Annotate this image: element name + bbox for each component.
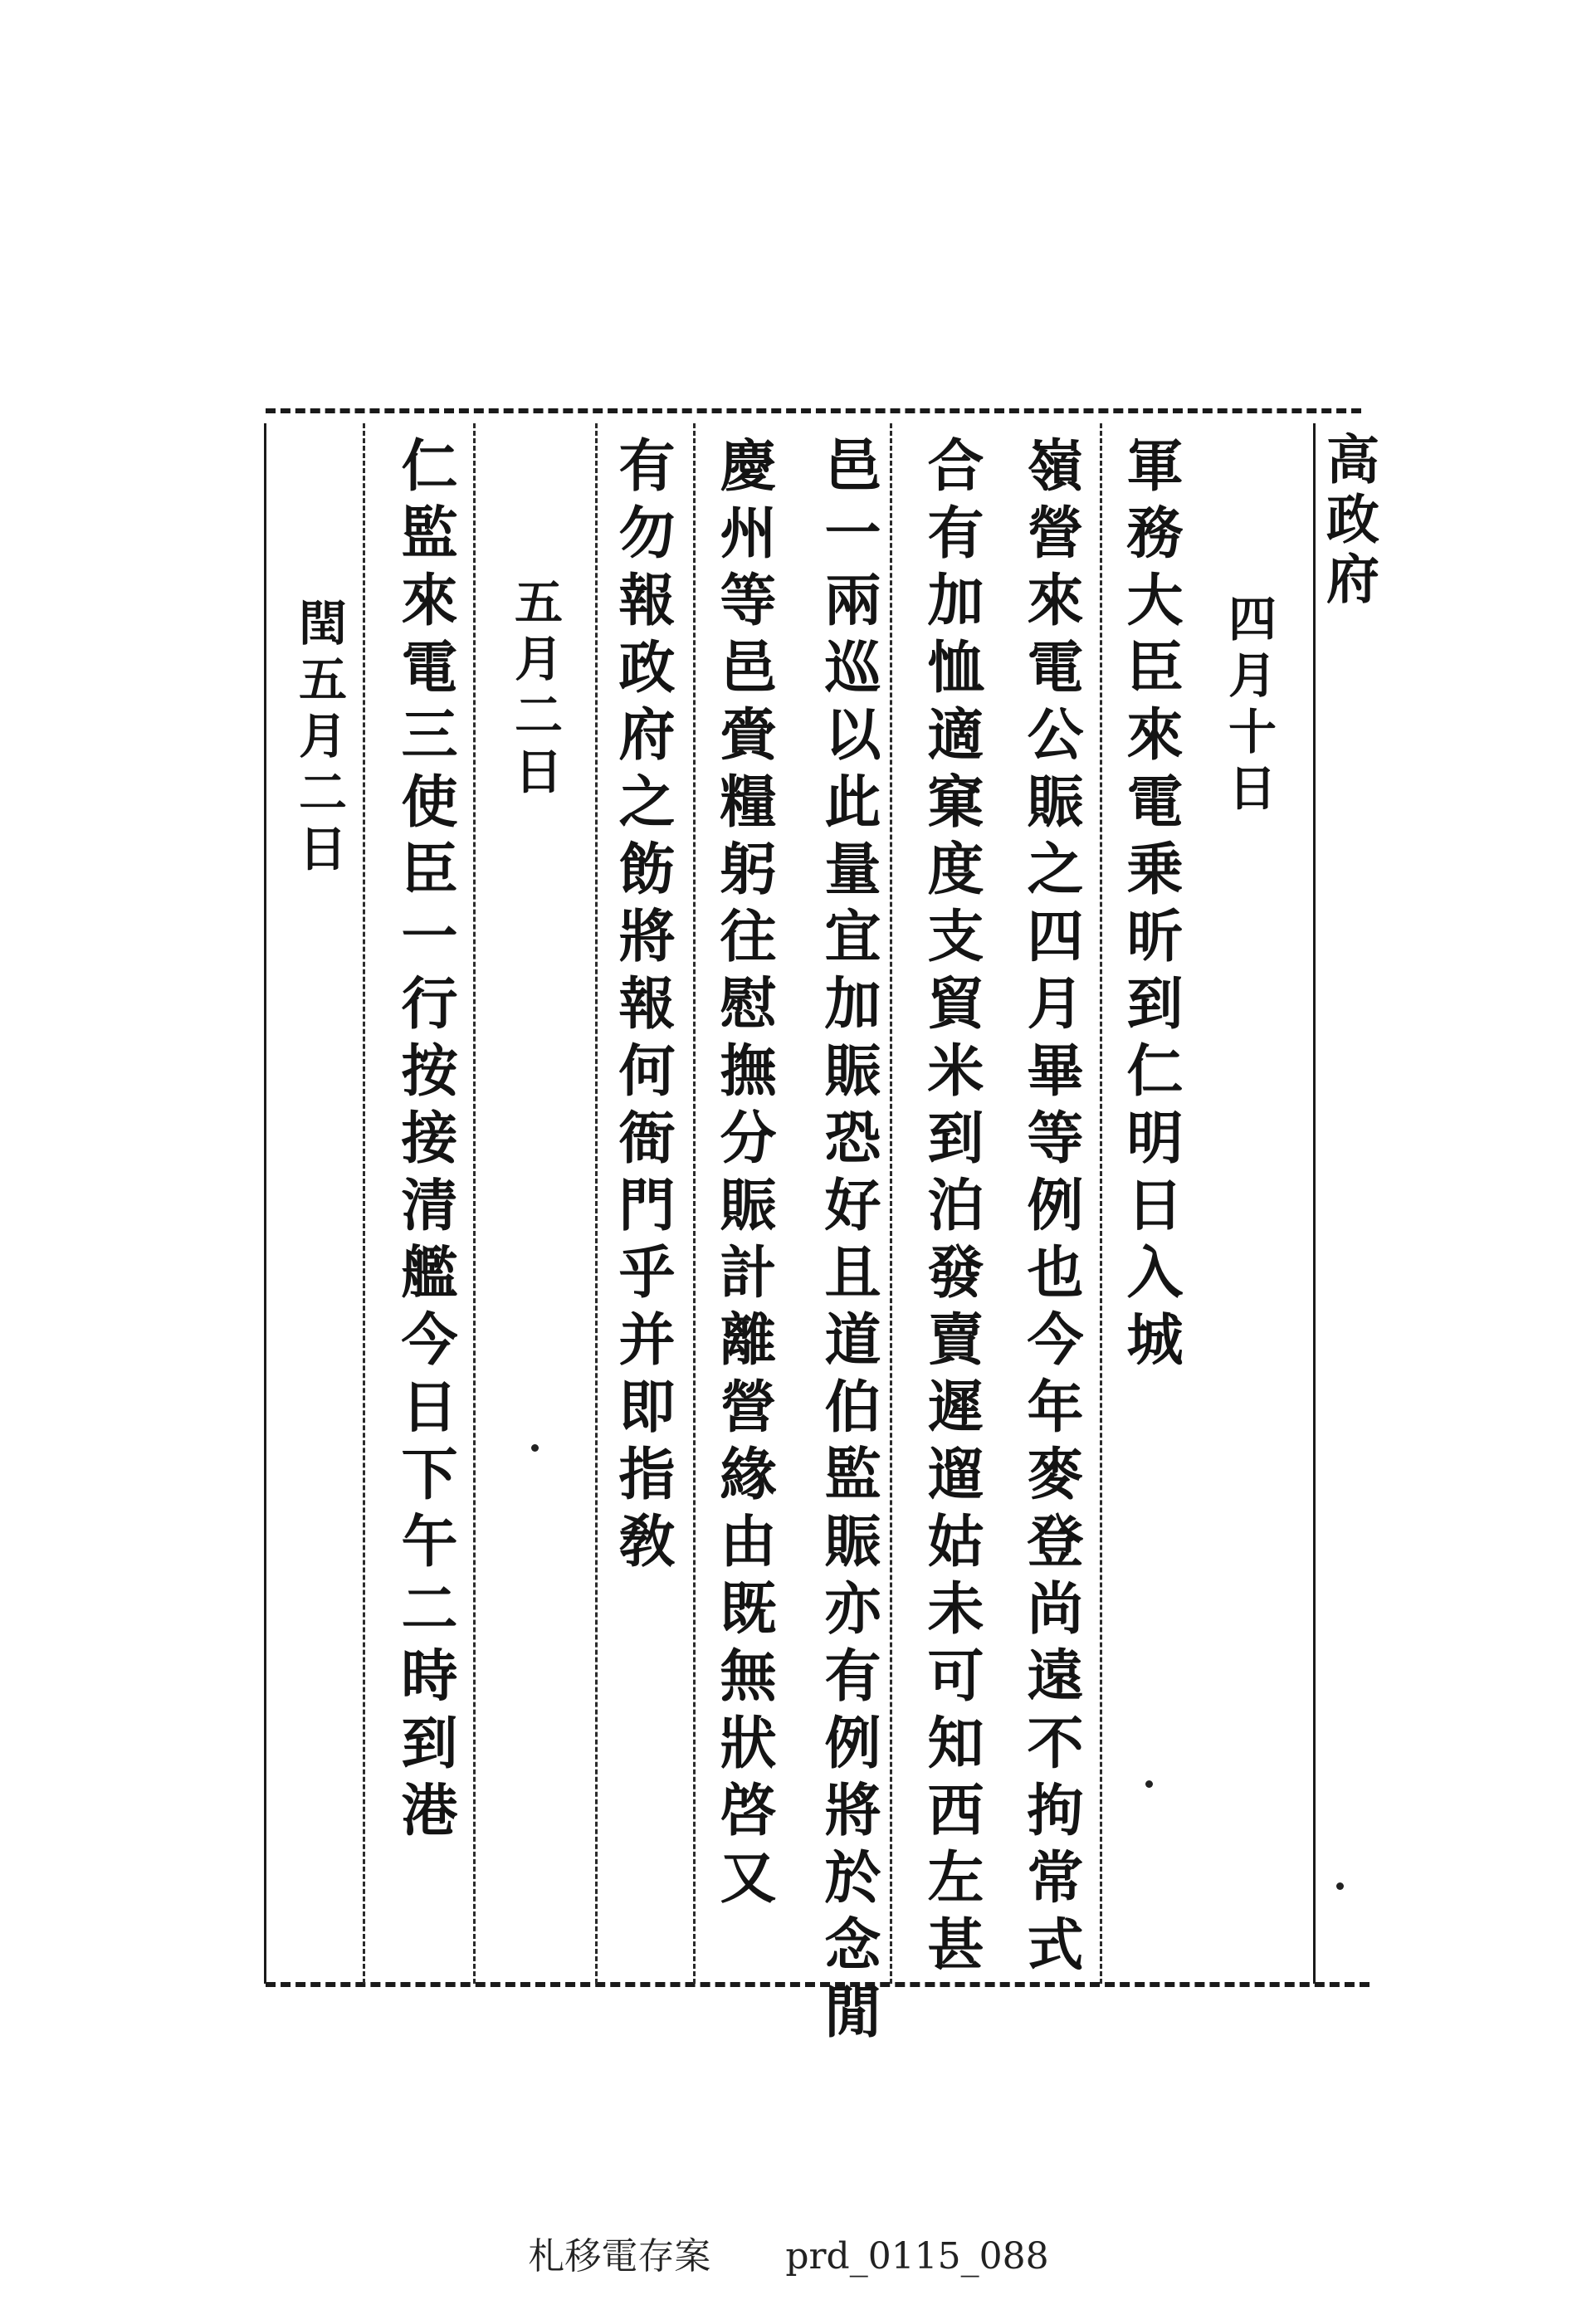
section-header: 高政府 bbox=[1317, 432, 1379, 611]
column-divider bbox=[1100, 423, 1102, 1984]
top-border bbox=[266, 408, 1361, 413]
column-divider bbox=[890, 423, 892, 1984]
page-footer bbox=[0, 2226, 1577, 2279]
ink-dot bbox=[531, 1444, 539, 1452]
ink-dot bbox=[1145, 1780, 1153, 1788]
text-column: 邑一兩巡以此量宜加賑恐好且道伯監賑亦有例將於念閒 bbox=[815, 436, 881, 2049]
page-code: prd_0115_088 bbox=[785, 2235, 1049, 2278]
ink-dot bbox=[1336, 1882, 1344, 1890]
text-column: 嶺營來電公賑之四月畢等例也今年麥登尚遠不拘常式 bbox=[1018, 436, 1084, 1982]
column-divider bbox=[473, 423, 476, 1984]
column-divider bbox=[595, 423, 598, 1984]
entry-date: 五月二日 bbox=[506, 577, 563, 803]
column-divider bbox=[363, 423, 365, 1984]
text-column: 軍務大臣來電乗昕到仁明日入城 bbox=[1117, 436, 1184, 1377]
text-column: 有勿報政府之飭將報何衙門乎并即指敎 bbox=[609, 436, 676, 1579]
entry-date: 閏五月二日 bbox=[290, 598, 347, 880]
text-column: 仁監來電三使臣一行按接清艦今日下午二時到港 bbox=[392, 436, 458, 1848]
text-column: 合有加恤適窠度支貿米到泊發賣遲遛姑未可知西左甚 bbox=[918, 436, 984, 1982]
column-divider bbox=[1313, 423, 1316, 1984]
collection-title: 札移電存案 bbox=[528, 2235, 711, 2278]
entry-date: 四月十日 bbox=[1220, 593, 1277, 819]
column-divider bbox=[264, 423, 266, 1984]
text-column: 慶州等邑賫糧躬往慰撫分賑計離營緣由既無狀啓又 bbox=[710, 436, 777, 1915]
column-divider bbox=[693, 423, 696, 1984]
